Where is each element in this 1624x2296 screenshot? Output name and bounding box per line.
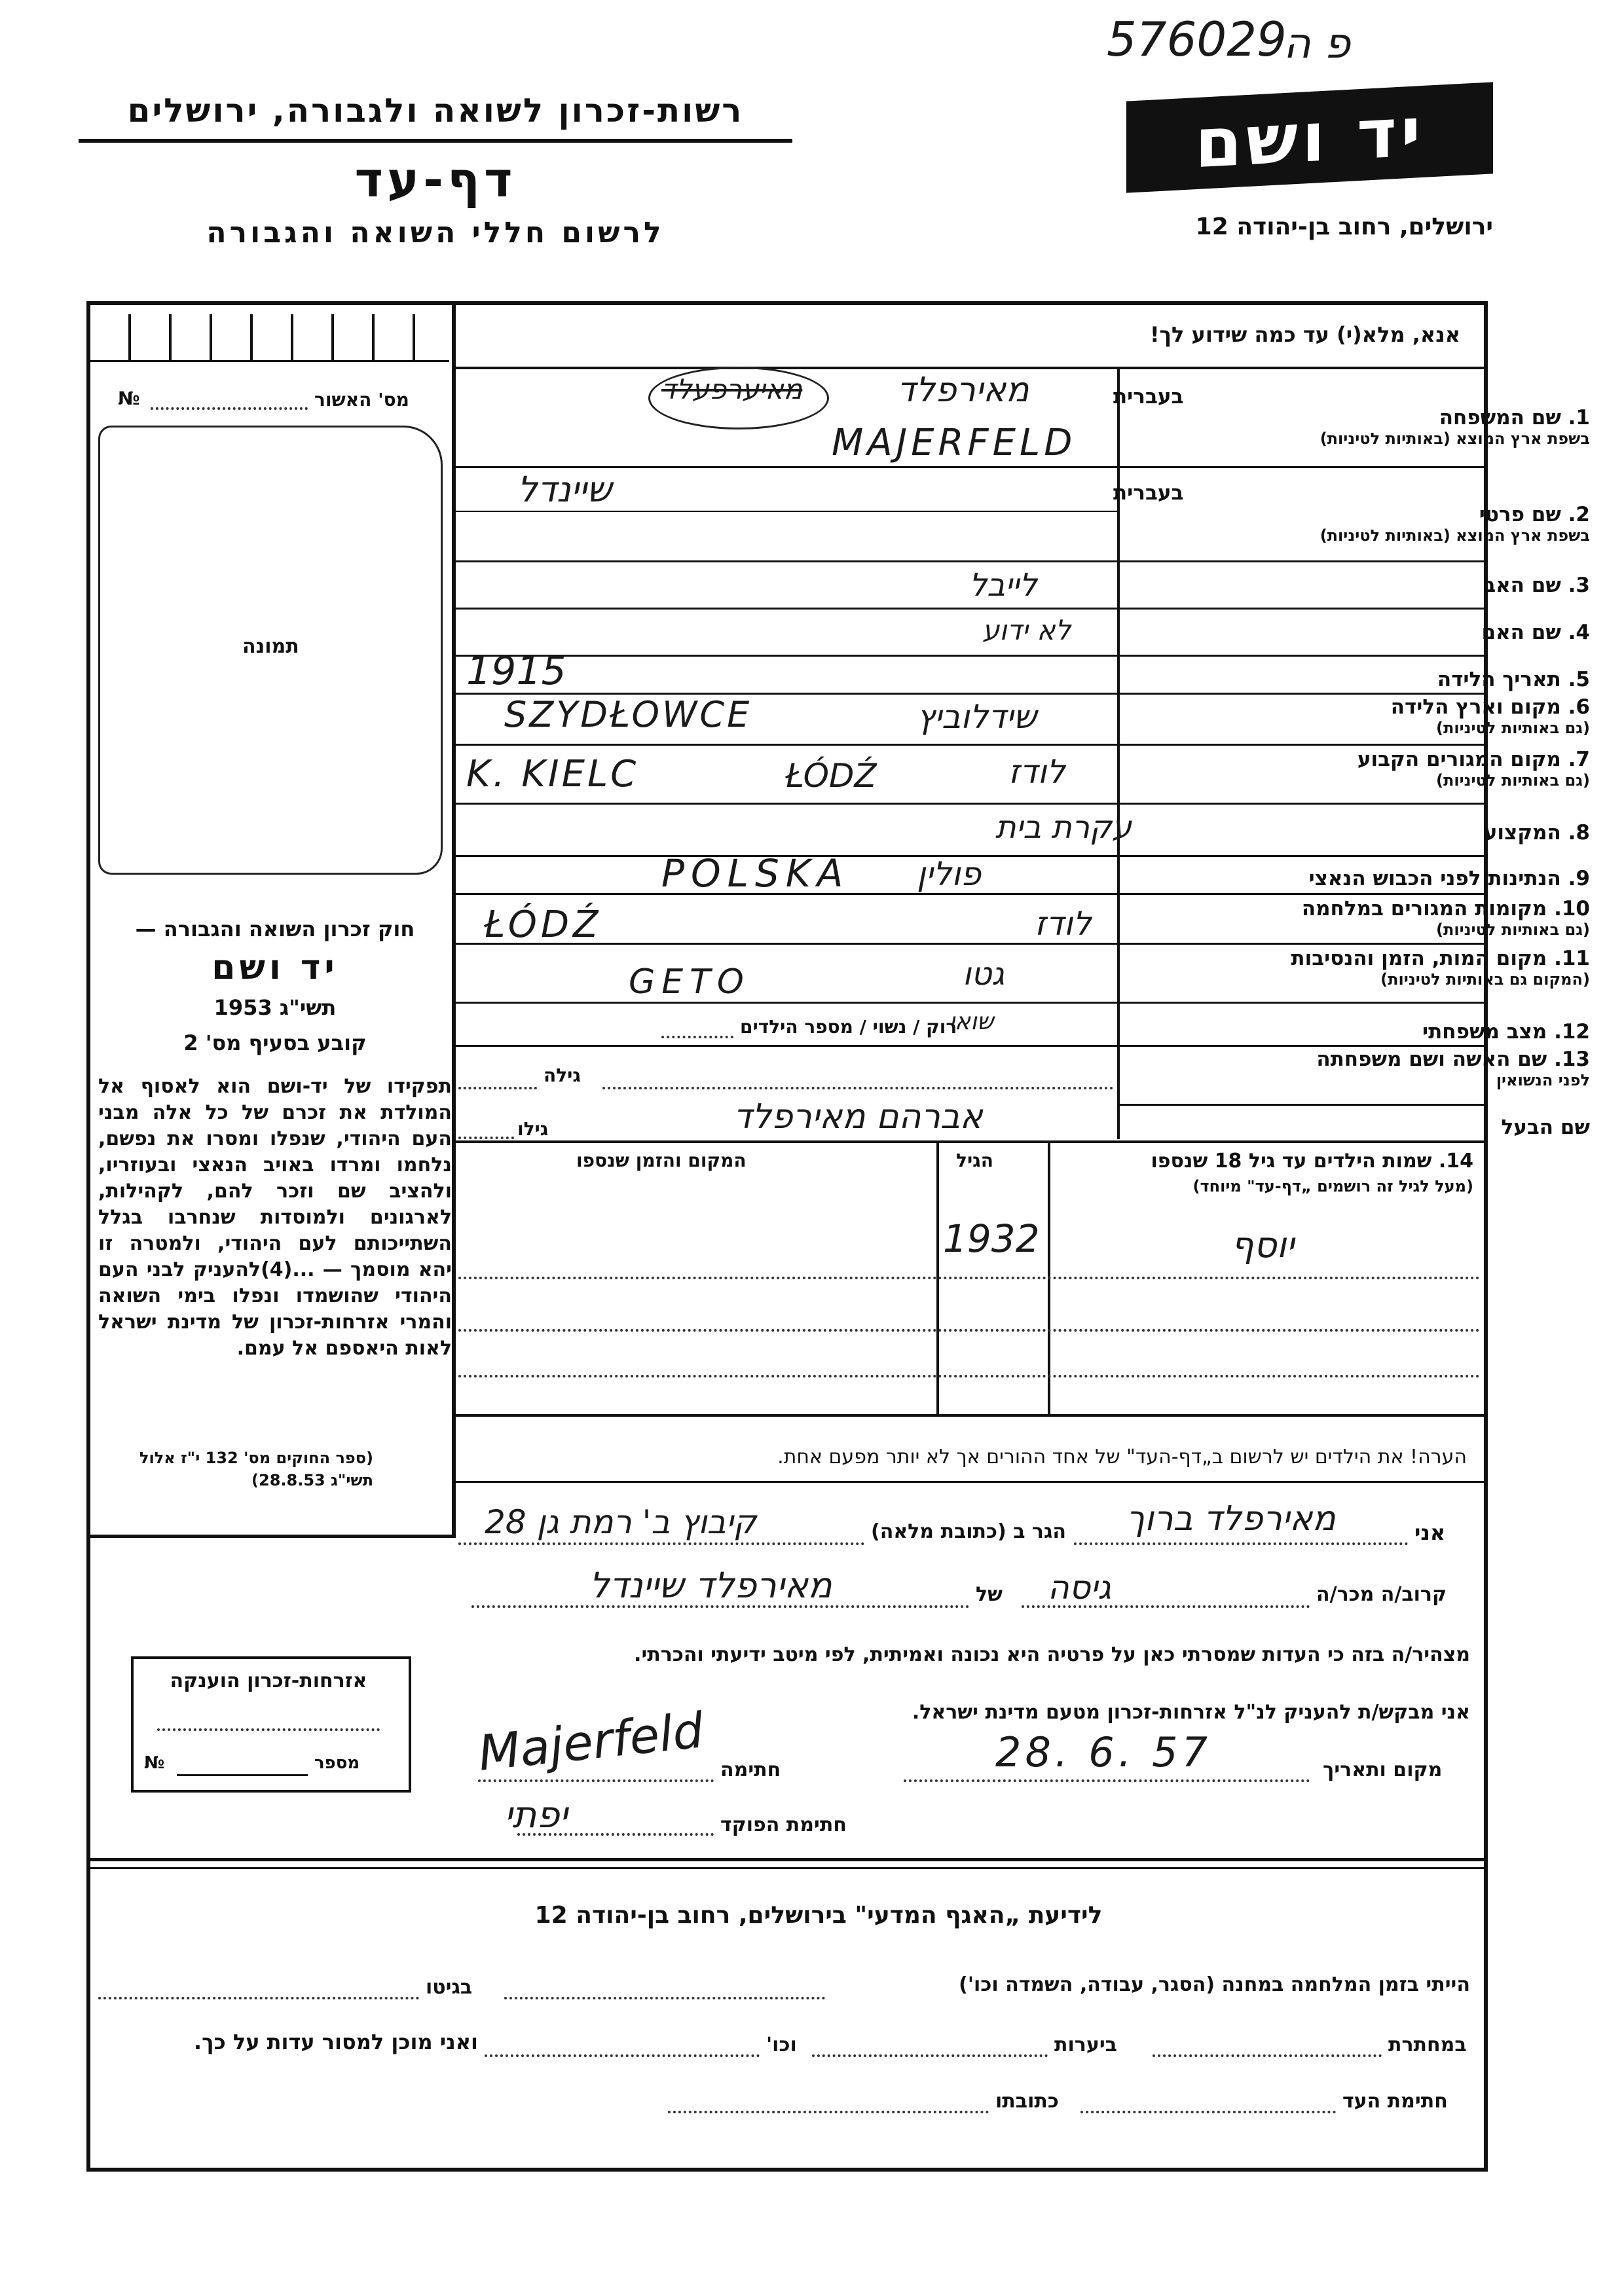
wartime-residence-hebrew: לודז [1035,905,1092,943]
law-clause: קובע בסעיף מס' 2 [183,1030,367,1055]
marital-mark: שואי [950,1008,994,1035]
declarant-name-line [1074,1542,1408,1545]
document-subtitle: לרשום חללי השואה והגבורה [206,216,665,249]
field-label-birth-date: 5. תאריך הלידה [1437,668,1590,691]
footer-underground-line [1153,2054,1382,2057]
signature-line [478,1779,714,1782]
footer-underground-label: במחתרת [1388,2033,1467,2056]
row-line [456,893,1484,895]
children-row-line [458,1375,1480,1377]
place-date-label: מקום ותאריך [1323,1758,1443,1781]
footer-forest-line [812,2054,1048,2057]
of-label: של [976,1583,1003,1606]
officer-signature: יפתי [504,1794,568,1836]
birth-date: 1915 [466,648,566,694]
row-line [456,744,1484,746]
husband-age-line [458,1137,514,1139]
first-name-hebrew: שיינדל [517,469,612,510]
law-year: תשי"ג 1953 [213,995,337,1020]
law-title: חוק זכרון השואה והגבורה — [135,917,415,941]
birth-place-latin: SZYDŁOWCE [504,694,752,735]
in-hebrew-label-1: בעברית [1113,385,1184,409]
residence-city-latin: ŁÓDŹ [786,757,877,795]
relative-label: קרוב/ה מכר/ה [1316,1583,1447,1606]
citizenship-line-1 [157,1728,380,1731]
field-label-husband: שם הבעל [1501,1116,1590,1139]
children-row-line [458,1329,1480,1332]
intro-divider [456,367,1484,369]
row-line [1117,1104,1484,1106]
approval-boxes [90,314,449,362]
mother-name: לא ידוע [982,614,1071,646]
relation: גיסה [1048,1569,1111,1607]
left-column-bottom [90,1535,456,1538]
nationality-hebrew: פולין [917,855,982,893]
footer-address-line [668,2111,989,2113]
field-label-profession: 8. המקצוע [1483,821,1590,845]
law-text: תפקידו של יד-ושם הוא לאסוף אל המולדת את זכרם של כל אלה מבני העם היהודי, שנפלו ומסרו את נפשם, נלחמו ומרדו באויב הנאצי ובעוזריו, ולהציב שם וזכר להם, לקהילות, לארגונים ולמוסדות שנחרבו בגלל השתייכותם לעם היהודי, ולמטרה זו יהא מוסמך — ...(4)להעניק לבני העם היהודי שהושמדו ונפלו בימי השואה והמרי אזרחות-זכרון של מדינת ישראל לאות היאספם אל עמם. [98,1075,452,1360]
marital-options: רוק / נשוי / מספר הילדים [740,1016,957,1038]
surname-hebrew: מאירפלד [897,371,1029,410]
citizenship-number-label: מספר [314,1753,360,1773]
field-label-first-name: 2. שם פרטי בשפת ארץ המוצא (באותיות לטיניות) [1320,503,1590,545]
row-line [456,803,1484,805]
children-table-bottom [456,1414,1484,1417]
field-label-wartime-residence: 10. מקומות המגורים במלחמה (גם באותיות לטיניות) [1301,897,1590,939]
footer-divider-1 [90,1858,1484,1861]
row-line [456,511,1117,512]
citizenship-no-sign: № [144,1753,165,1773]
footer-divider-2 [90,1867,1484,1869]
row-line [456,1140,1484,1143]
approval-no-label: № [118,388,140,409]
children-note: הערה! את הילדים יש לרשום ב„דף-העד" של אחד ההורים אך לא יותר מפעם אחת. [777,1446,1467,1468]
footer-witness-signature-label: חתימת העד [1342,2090,1448,2113]
row-line [456,466,1484,468]
birth-place-hebrew: שידלוביץ [917,698,1037,736]
row-line [456,1002,1484,1004]
declarant-signature: Majerfeld [475,1702,707,1782]
declarant-address: קיבוץ ב' רמת גן 28 [485,1503,757,1541]
form-intro: אנא, מלא(י) עד כמה שידוע לך! [1149,322,1460,347]
residence-latin: K. KIELC [466,753,639,795]
footer-camp-line [504,1997,825,1999]
citizenship-number-underline [177,1774,308,1776]
residence-hebrew: לודז [1008,753,1065,791]
footer-heading: לידיעת „האגף המדעי" בירושלים, רחוב בן-יהודה 12 [534,1902,1103,1929]
archive-mark: פ ה [1283,20,1351,68]
law-name: יד ושם [212,948,339,987]
children-col-age: הגיל [956,1150,993,1171]
child-name: יוסף [1231,1224,1295,1266]
declarant-address-line [458,1542,864,1545]
surname-crossed-out: מאיערפעלד [661,373,803,405]
field-label-wife-name: 13. שם האשה ושם משפחתה לפני הנשואין [1316,1048,1590,1089]
org-line: רשות-זכרון לשואה ולגבורה, ירושלים [127,92,744,130]
footer-forest-label: ביערות [1054,2033,1117,2056]
row-line [456,608,1484,610]
field-label-nationality: 9. הנתינות לפני הכבוש הנאצי [1308,867,1590,890]
footer-ghetto-line [98,1997,419,1999]
children-count-line [661,1036,733,1038]
field-label-father: 3. שם האב [1483,574,1590,597]
child-age: 1932 [943,1216,1040,1261]
footer-address-label: כתובתו [995,2090,1059,2113]
children-row-line [458,1277,1480,1279]
wife-age-line [458,1087,537,1089]
profession: עקרת בית [995,809,1132,846]
declaration-text: מצהיר/ה בזה כי העדות שמסרתי כאן על פרטיה היא נכונה ואמיתית, לפי מיטב ידיעתי והכרתי. [634,1643,1470,1666]
request-text: אני מבקש/ת להעניק לנ"ל אזרחות-זכרון מטעם מדינת ישראל. [912,1701,1470,1724]
yad-vashem-logo [1126,82,1493,192]
org-underline [79,139,792,143]
citizenship-title: אזרחות-זכרון הוענקה [170,1669,367,1692]
left-column-divider [452,305,456,1536]
field-label-death: 11. מקום המות, הזמן והנסיבות (המקום גם באותיות לטיניות) [1291,947,1590,989]
footer-etc-label: וכו' [766,2033,797,2056]
in-hebrew-label-2: בעברית [1113,481,1184,505]
children-label: 14. שמות הילדים עד גיל 18 שנספו [1151,1150,1473,1173]
father-name: לייבל [969,567,1037,604]
husband-name: אברהם מאירפלד [733,1097,983,1137]
children-col-place: המקום והזמן שנספו [576,1150,747,1171]
nationality-latin: POLSKA [661,851,850,896]
death-place-latin: GETO [629,962,750,1002]
field-label-residence: 7. מקום המגורים הקבוע (גם באותיות לטיניות) [1357,748,1590,790]
officer-signature-label: חתימת הפוקד [720,1813,847,1836]
death-place-hebrew: גטו [963,956,1005,993]
archive-number: 576029 [1107,12,1287,67]
address: ירושלים, רחוב בן-יהודה 12 [1195,213,1493,240]
field-label-marital: 12. מצב משפחתי [1422,1020,1590,1044]
field-label-mother: 4. שם האם [1481,621,1590,644]
document-title: דף-עד [354,152,517,208]
footer-witness-signature-line [1080,2111,1336,2113]
declaration-date: 28. 6. 57 [995,1728,1212,1776]
footer-etc-line [485,2054,760,2057]
row-line [456,1045,1484,1047]
signature-label: חתימה [720,1758,781,1781]
children-sub: (מעל לגיל זה רושמים „דף-עד" מיוחד) [1192,1177,1473,1195]
declarant-resides-label: הגר ב (כתובת מלאה) [871,1520,1067,1543]
approval-line [151,407,308,410]
field-label-surname: 1. שם המשפחה בשפת ארץ המוצא (באותיות לטיניות) [1320,406,1590,448]
photo-label: תמונה [242,635,299,658]
footer-camp-label: הייתי בזמן המלחמה במחנה (הסגר, עבודה, השמדה וכו') [959,1973,1470,1996]
footer-ghetto-label: בגיטו [426,1976,473,1999]
wartime-residence-latin: ŁÓDŹ [485,903,602,946]
place-date-line [904,1779,1310,1782]
law-source: (ספר החוקים מס' 132 י"ז אלול תשי"ג 28.8.53) [139,1449,373,1489]
surname-latin: MAJERFELD [832,422,1077,464]
field-label-birth-place: 6. מקום וארץ הלידה (גם באותיות לטיניות) [1390,695,1590,737]
declarant-ani: אני [1414,1520,1446,1545]
row-line [456,943,1484,945]
footer-ready-label: ואני מוכן למסור עדות על כך. [193,2030,478,2054]
wife-name-line [602,1087,1113,1089]
husband-age-label: גילו [517,1118,549,1140]
subject-of: מאירפלד שיינדל [589,1565,832,1606]
row-line [456,560,1484,562]
note-divider [456,1481,1484,1483]
wife-age-label: גילה [544,1065,581,1086]
logo-text: יד ושם [1194,91,1425,184]
declarant-name: מאירפלד ברוך [1126,1499,1336,1539]
row-line [456,655,1484,657]
approval-label: מס' האשור [314,389,409,410]
